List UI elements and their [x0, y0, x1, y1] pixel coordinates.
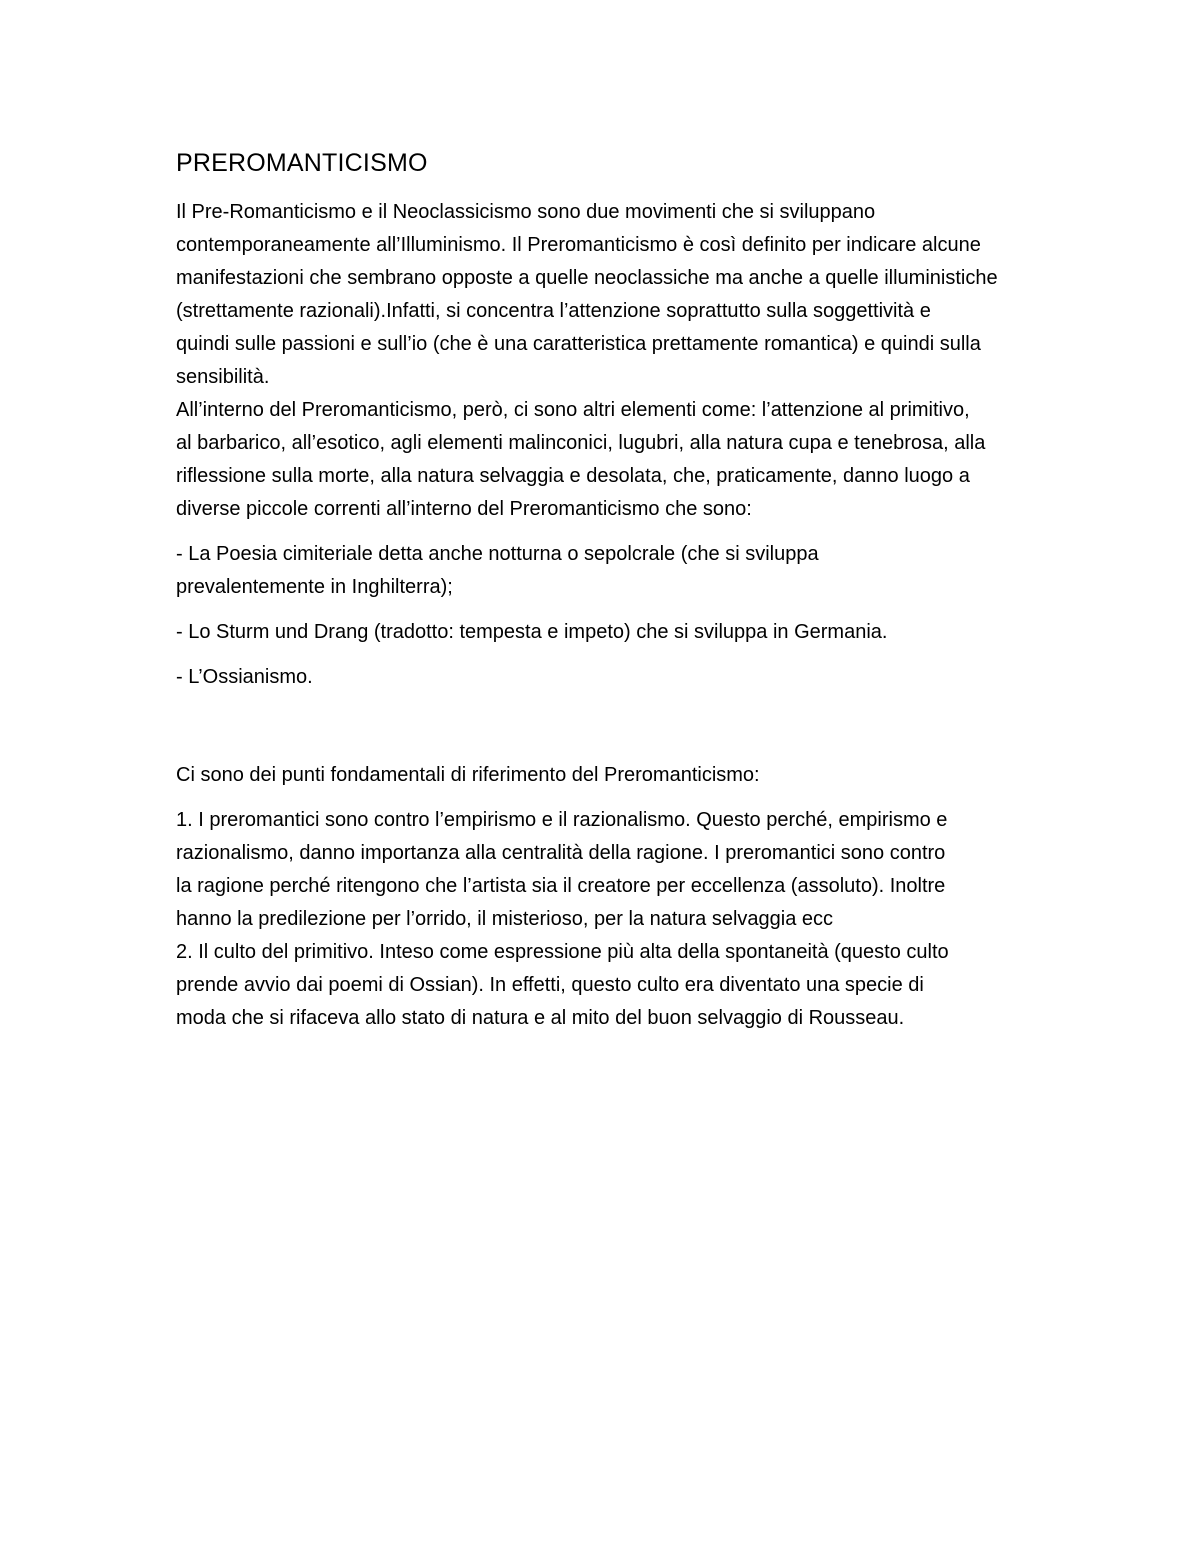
document-body: [176, 146, 1076, 1035]
text-line: prende avvio dai poemi di Ossian). In effetti, questo culto era diventato una specie di: [176, 974, 924, 996]
text-line: hanno la predilezione per l’orrido, il misterioso, per la natura selvaggia ecc: [176, 908, 834, 930]
text-line: diverse piccole correnti all’interno del Preromanticismo che sono:: [176, 498, 752, 520]
text-line: Ci sono dei punti fondamentali di riferimento del Preromanticismo:: [176, 764, 760, 786]
current-item-poesia-cimiteriale: [176, 538, 1076, 604]
text-line: al barbarico, all’esotico, agli elementi malinconici, lugubri, alla natura cupa e tenebrosa, alla: [176, 432, 986, 454]
points-list: [176, 804, 1076, 1035]
points-heading: [176, 759, 1076, 792]
text-line: - Lo Sturm und Drang (tradotto: tempesta e impeto) che si sviluppa in Germania.: [176, 621, 888, 643]
text-line: sensibilità.: [176, 366, 270, 388]
text-line: (strettamente razionali).Infatti, si concentra l’attenzione soprattutto sulla soggettività e: [176, 300, 931, 322]
text-line: 2. Il culto del primitivo. Inteso come espressione più alta della spontaneità (questo culto: [176, 941, 949, 963]
current-item-sturm-und-drang: [176, 616, 1076, 649]
text-line: moda che si rifaceva allo stato di natura e al mito del buon selvaggio di Rousseau.: [176, 1007, 905, 1029]
current-item-ossianismo: [176, 661, 1076, 694]
text-line: 1. I preromantici sono contro l’empirismo e il razionalismo. Questo perché, empirismo e: [176, 809, 948, 831]
document-title: PREROMANTICISMO: [176, 149, 428, 177]
text-line: - La Poesia cimiteriale detta anche notturna o sepolcrale (che si sviluppa: [176, 543, 819, 565]
text-line: riflessione sulla morte, alla natura selvaggia e desolata, che, praticamente, danno luogo a: [176, 465, 970, 487]
text-line: manifestazioni che sembrano opposte a quelle neoclassiche ma anche a quelle illuministiche: [176, 267, 998, 289]
intro-paragraph: [176, 196, 1076, 526]
text-line: prevalentemente in Inghilterra);: [176, 576, 453, 598]
text-line: quindi sulle passioni e sull’io (che è una caratteristica prettamente romantica) e quindi sulla: [176, 333, 981, 355]
text-line: razionalismo, danno importanza alla centralità della ragione. I preromantici sono contro: [176, 842, 946, 864]
text-line: la ragione perché ritengono che l’artista sia il creatore per eccellenza (assoluto). Inoltre: [176, 875, 946, 897]
text-line: contemporaneamente all’Illuminismo. Il Preromanticismo è così definito per indicare alcune: [176, 234, 981, 256]
text-line: All’interno del Preromanticismo, però, ci sono altri elementi come: l’attenzione al primitivo,: [176, 399, 970, 421]
text-line: - L’Ossianismo.: [176, 666, 313, 688]
text-line: Il Pre-Romanticismo e il Neoclassicismo sono due movimenti che si sviluppano: [176, 201, 876, 223]
